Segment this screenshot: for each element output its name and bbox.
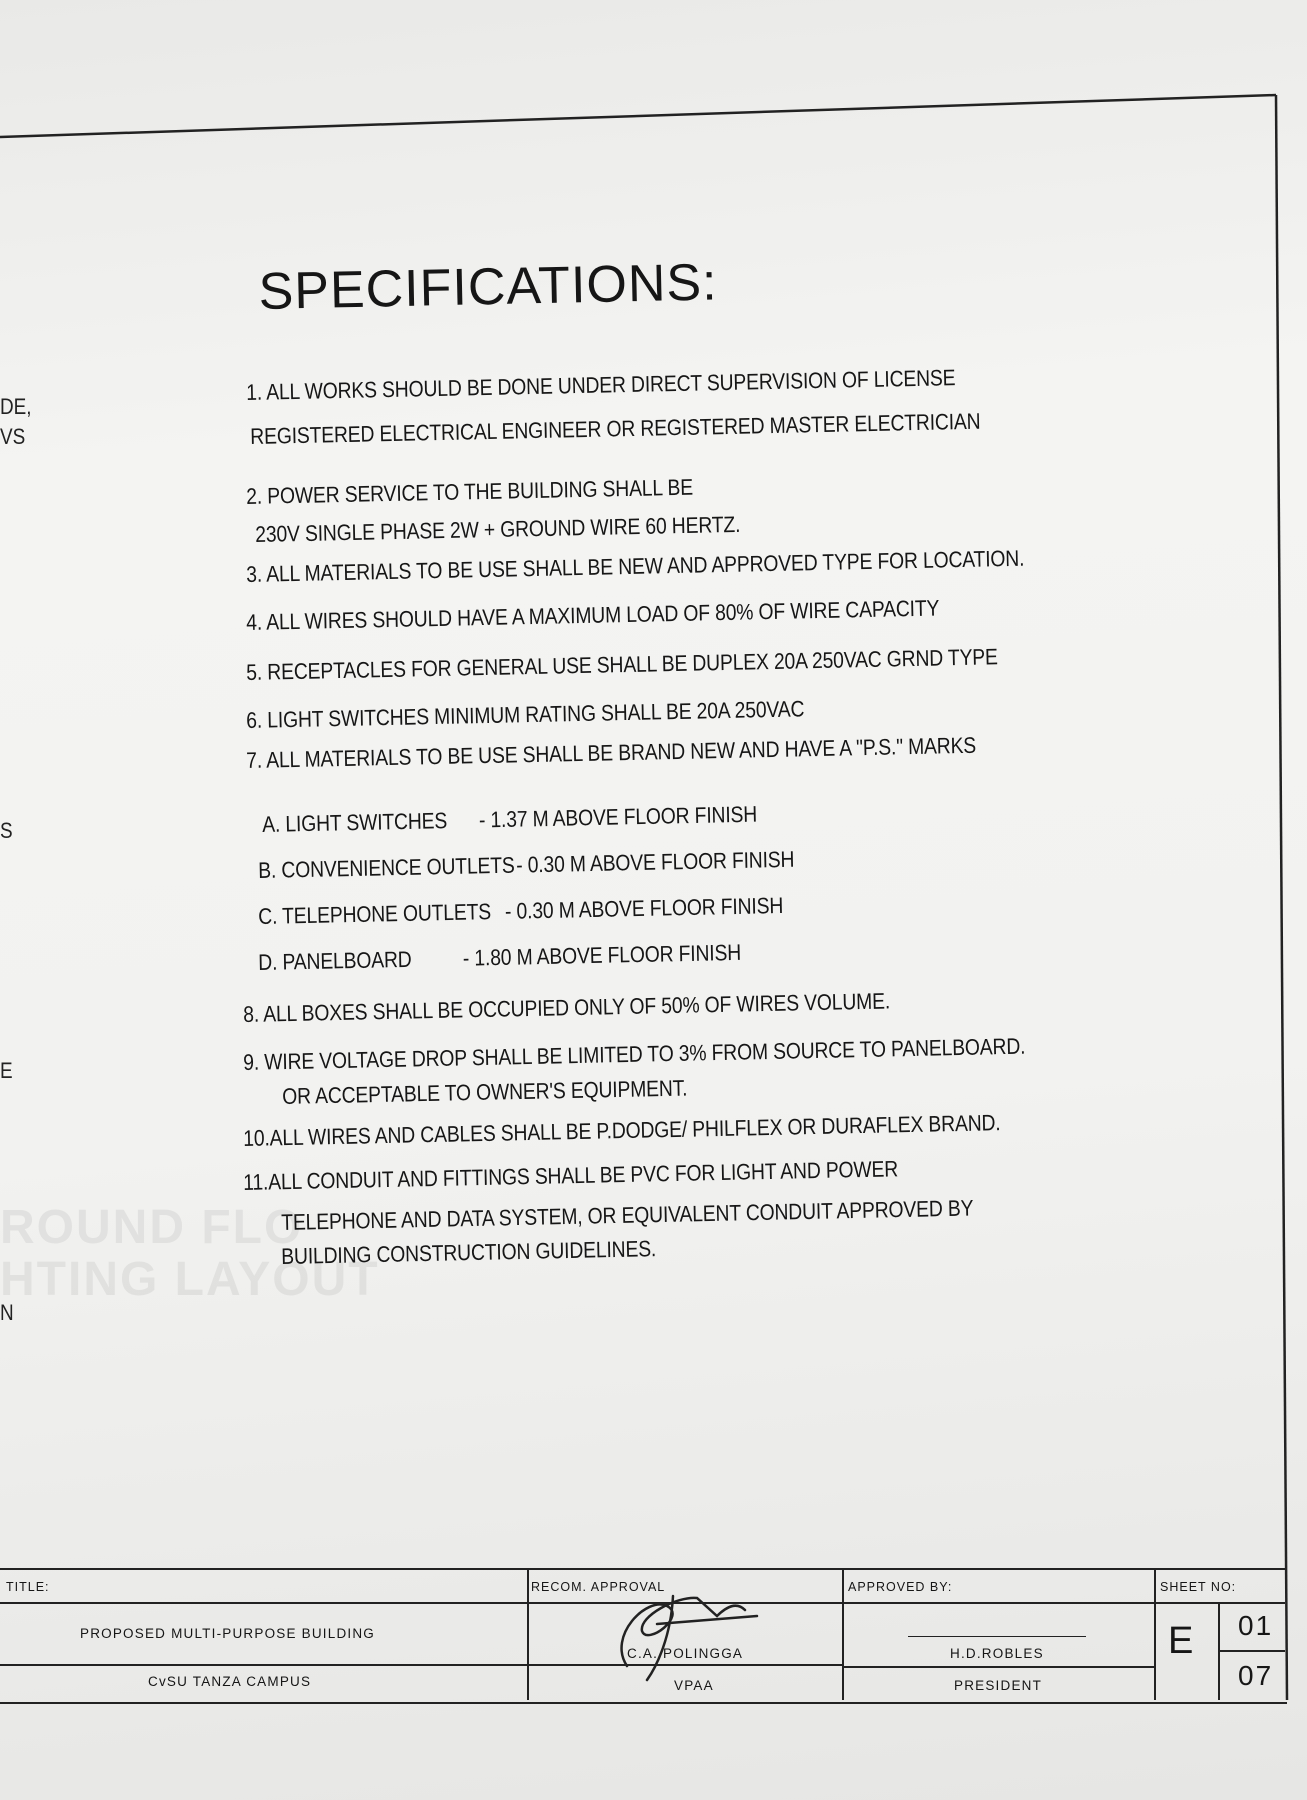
title-label: TITLE:: [6, 1580, 50, 1594]
page-title: SPECIFICATIONS:: [258, 253, 719, 321]
spec-11-line-2: TELEPHONE AND DATA SYSTEM, OR EQUIVALENT CONDUIT APPROVED BY: [281, 1195, 974, 1235]
sheet-letter: E: [1168, 1620, 1194, 1662]
edge-fragment-5: N: [0, 1300, 14, 1325]
ghost-text-line-2: HTING LAYOUT: [0, 1253, 380, 1306]
spec-1-line-1: 1. ALL WORKS SHOULD BE DONE UNDER DIRECT SUPERVISION OF LICENSE: [246, 365, 956, 405]
sheet-total: 07: [1238, 1660, 1274, 1691]
edge-fragment-3: S: [0, 818, 13, 843]
approved-position: PRESIDENT: [954, 1678, 1043, 1693]
recom-approval-cell: [527, 1570, 844, 1700]
ghost-text-line-1: ROUND FLO: [0, 1201, 304, 1254]
height-item-value: - 0.30 M ABOVE FLOOR FINISH: [504, 893, 784, 924]
sheet-number-label: SHEET NO:: [1160, 1580, 1237, 1594]
spec-10: 10.ALL WIRES AND CABLES SHALL BE P.DODGE/ PHILFLEX OR DURAFLEX BRAND.: [243, 1110, 1001, 1151]
height-item-value: - 1.80 M ABOVE FLOOR FINISH: [462, 939, 742, 971]
spec-8: 8. ALL BOXES SHALL BE OCCUPIED ONLY OF 50% OF WIRES VOLUME.: [243, 988, 891, 1027]
height-item-value: - 1.37 M ABOVE FLOOR FINISH: [478, 801, 758, 833]
recom-name: C.A. POLINGGA: [627, 1646, 744, 1661]
spec-6: 6. LIGHT SWITCHES MINIMUM RATING SHALL BE 20A 250VAC: [246, 696, 805, 733]
spec-9-line-2: OR ACCEPTABLE TO OWNER'S EQUIPMENT.: [282, 1075, 688, 1109]
recom-approval-label: RECOM. APPROVAL: [531, 1580, 666, 1594]
edge-fragment-1: DE,: [0, 394, 32, 419]
edge-fragment-4: E: [0, 1058, 13, 1083]
spec-9-line-1: 9. WIRE VOLTAGE DROP SHALL BE LIMITED TO 3% FROM SOURCE TO PANELBOARD.: [243, 1033, 1026, 1075]
height-item-value: - 0.30 M ABOVE FLOOR FINISH: [515, 846, 795, 878]
spec-1-line-2: REGISTERED ELECTRICAL ENGINEER OR REGISTERED MASTER ELECTRICIAN: [250, 408, 981, 449]
spec-5: 5. RECEPTACLES FOR GENERAL USE SHALL BE DUPLEX 20A 250VAC GRND TYPE: [246, 644, 998, 685]
spec-7: 7. ALL MATERIALS TO BE USE SHALL BE BRAND NEW AND HAVE A "P.S." MARKS: [246, 732, 977, 773]
height-item-label: B. CONVENIENCE OUTLETS: [258, 852, 515, 883]
sheet-number-cell: [1154, 1570, 1285, 1700]
approved-by-label: APPROVED BY:: [848, 1580, 953, 1594]
spec-11-line-1: 11.ALL CONDUIT AND FITTINGS SHALL BE PVC FOR LIGHT AND POWER: [243, 1156, 899, 1195]
spec-11-line-3: BUILDING CONSTRUCTION GUIDELINES.: [281, 1236, 657, 1269]
sheet-number: 01: [1238, 1610, 1274, 1641]
campus-name: CvSU TANZA CAMPUS: [148, 1674, 312, 1689]
signature: [587, 1576, 787, 1686]
approved-signature-line: [908, 1636, 1086, 1637]
project-name: PROPOSED MULTI-PURPOSE BUILDING: [80, 1626, 375, 1641]
height-item-label: D. PANELBOARD: [258, 946, 412, 975]
spec-3: 3. ALL MATERIALS TO BE USE SHALL BE NEW AND APPROVED TYPE FOR LOCATION.: [246, 545, 1025, 587]
edge-fragment-2: VS: [0, 424, 26, 449]
approved-name: H.D.ROBLES: [950, 1646, 1044, 1661]
title-block: [0, 1568, 1287, 1704]
spec-4: 4. ALL WIRES SHOULD HAVE A MAXIMUM LOAD OF 80% OF WIRE CAPACITY: [246, 595, 940, 635]
title-cell: [0, 1570, 529, 1700]
approved-by-cell: [842, 1570, 1156, 1700]
recom-position: VPAA: [674, 1678, 714, 1693]
height-item-label: C. TELEPHONE OUTLETS: [258, 899, 492, 929]
height-item-label: A. LIGHT SWITCHES: [262, 808, 448, 837]
spec-2-line-2: 230V SINGLE PHASE 2W + GROUND WIRE 60 HERTZ.: [255, 511, 741, 547]
spec-2-line-1: 2. POWER SERVICE TO THE BUILDING SHALL BE: [246, 474, 694, 509]
